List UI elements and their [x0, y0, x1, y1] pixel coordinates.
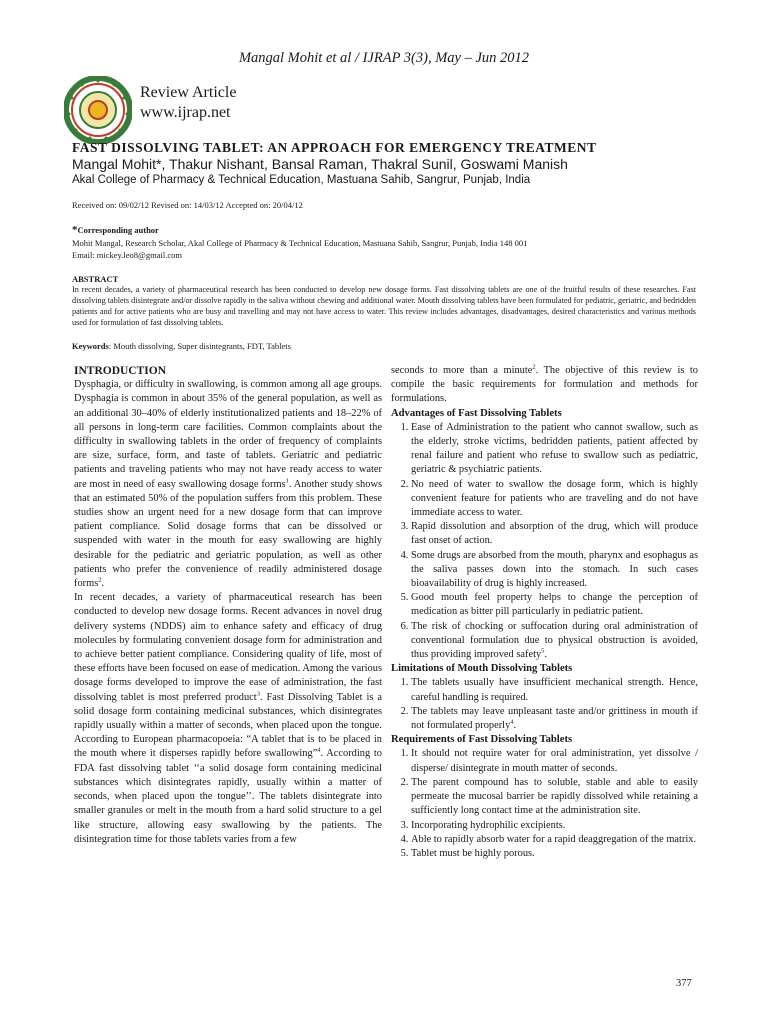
list-item: 4. Some drugs are absorbed from the mouth, pharynx and esophagus as the saliva passes down into the stomach. In such cases bioavailability of drug is highly increased. [411, 549, 698, 592]
intro-paragraph-2 [74, 591, 382, 847]
abstract-heading: ABSTRACT [72, 274, 119, 284]
requirements-list [391, 747, 698, 861]
text-run: . [101, 578, 105, 590]
text-run: . Another study shows that an estimated 50% of the population suffers from this problem. These studies show an urgent need for a new dosage form that can improve patient compliance. Solid dosage forms that can be dissolved or suspended with water in the mouth for easy swallowing are highly desirable for the pediatric and geriatric population, as well as other patients who prefer the convenience of readily administered dosage forms [74, 478, 382, 590]
keywords-label: Keywords [72, 341, 109, 351]
list-item: 1. It should not require water for oral administration, yet dissolve / disperse/ disintegrate in mouth matter of seconds. [411, 747, 698, 775]
list-item: 3. Rapid dissolution and absorption of the drug, which will produce fast onset of action. [411, 520, 698, 548]
advantages-heading: Advantages of Fast Dissolving Tablets [391, 407, 562, 419]
journal-seal-icon [64, 76, 132, 144]
citation: 2 [98, 576, 102, 584]
text-run: . The objective of this review is to compile the basic requirements for formulation and methods for formulations. [391, 365, 699, 405]
list-item: 2. No need of water to swallow the dosage form, which is highly convenient feature for patients who are traveling and do not have immediate access to water. [411, 478, 698, 521]
intro-paragraph-1 [74, 378, 382, 591]
text-run: . Fast Dissolving Tablet is a solid dosage form containing medicinal substances, which disintegrates rapidly usually within a matter of seconds, when placed upon the tongue. According to European pharmacopoeia: “A tablet that is to be placed in the mouth where it disperses rapidly before swallowing” [74, 691, 382, 760]
text-run: Dysphagia, or difficulty in swallowing, is common among all age groups. Dysphagia is common in about 35% of the general population, as well as an additional 30–40% of elderly institutionalized patients and 18–22% of all persons in long-term care facilities. Common complaints about the difficulty in swallowing tablets in the order of frequency of complaints are size, surface, form, and taste of tablets. Geriatric and pediatric patients and traveling patients who may not have ready access to water are most in need of easy swallowing dosage forms [74, 379, 382, 490]
journal-website[interactable]: www.ijrap.net [140, 104, 231, 121]
text-run: . [544, 649, 548, 661]
author-list: Mangal Mohit*, Thakur Nishant, Bansal Raman, Thakral Sunil, Goswami Manish [72, 156, 568, 172]
keywords-list: : Mouth dissolving, Super disintegrants, FDT, Tablets [108, 341, 291, 351]
limitations-list [391, 676, 698, 733]
corresponding-author-detail: Mohit Mangal, Research Scholar, Akal College of Pharmacy & Technical Education, Mastuana Sahib, Sangrur, Punjab, India 148 001 [72, 238, 528, 248]
keywords [72, 341, 291, 351]
citation: 1 [285, 477, 289, 485]
left-column [74, 364, 382, 847]
list-item: 5. Good mouth feel property helps to change the perception of medication as bitter pill particularly in pediatric patient. [411, 591, 698, 619]
text-run: The risk of chocking or suffocation during oral administration of conventional formulation due to physical obstruction is avoided, thus providing improved safety [411, 620, 698, 661]
article-type-label: Review Article [140, 84, 237, 101]
intro-continuation [391, 364, 698, 407]
citation: 5 [541, 647, 545, 655]
limitations-heading: Limitations of Mouth Dissolving Tablets [391, 663, 573, 675]
citation: 4 [317, 747, 321, 755]
text-run: In recent decades, a variety of pharmaceutical research has been conducted to develop new dosage forms. Recent advances in novel drug delivery systems (NDDS) aim to enhance safety and efficacy of drug molecules by formulating convenient dosage form for administration and to achieve better patient compliance. Considering quality of life, most of these efforts have been focused on ease of medication. Among the various dosage forms developed to improve the ease of administration, the fast dissolving tablet is most preferred product [74, 592, 382, 703]
citation: 2 [532, 363, 536, 371]
list-item [411, 620, 698, 663]
list-item: 2. The parent compound has to soluble, stable and able to easily permeate the mucosal barrier be rapidly dissolved while retaining a sufficiently long contact time at the administration site. [411, 776, 698, 819]
list-item: 1. Ease of Administration to the patient who cannot swallow, such as the elderly, stroke victims, bedridden patients, patient affected by renal failure and patient who refuse to swallow such as pediatric, geriatric & psychiatric patients. [411, 421, 698, 478]
text-run: . [513, 720, 517, 732]
article-title: FAST DISSOLVING TABLET: AN APPROACH FOR EMERGENCY TREATMENT [72, 140, 597, 155]
list-item: 4. Able to rapidly absorb water for a rapid deaggregation of the matrix. [411, 833, 698, 847]
affiliation: Akal College of Pharmacy & Technical Education, Mastuana Sahib, Sangrur, Punjab, India [72, 174, 531, 186]
list-item: 5. Tablet must be highly porous. [411, 847, 698, 861]
page-number: 377 [676, 978, 692, 989]
introduction-heading: INTRODUCTION [74, 365, 167, 377]
corresponding-author-email[interactable]: Email: mickey.leo8@gmail.com [72, 250, 182, 260]
citation: 4 [510, 718, 514, 726]
corresponding-author-heading [72, 224, 159, 236]
asterisk: * [72, 224, 78, 236]
list-item [411, 705, 698, 733]
submission-dates: Received on: 09/02/12 Revised on: 14/03/12 Accepted on: 20/04/12 [72, 200, 303, 210]
abstract-body: In recent decades, a variety of pharmaceutical research has been conducted to develop new dosage forms. Fast dissolving tablets are one of the fruitful results of these researches. Fast dissolving tablets disintegrate and/or dissolve rapidly in the saliva without chewing and additional water. Mouth dissolving tablets have been formulated for pediatric, geriatric, and bedridden patients and for active patients who are busy and travelling and may not have access to water. This review includes advantages, disadvantages, desired characteristics and various methods used for formulation of fast dissolving tablets. [72, 285, 696, 327]
citation: 3 [256, 690, 260, 698]
text-run: seconds to more than a minute [391, 365, 533, 376]
advantages-list [391, 421, 698, 662]
text-run: The tablets may leave unpleasant taste and/or grittiness in mouth if not formulated properly [411, 705, 698, 732]
requirements-heading: Requirements of Fast Dissolving Tablets [391, 734, 573, 746]
right-column [391, 364, 698, 861]
list-item: 1. The tablets usually have insufficient mechanical strength. Hence, careful handling is required. [411, 676, 698, 704]
text-run: . According to FDA fast dissolving tablet ‘‘a solid dosage form containing medicinal substances which disintegrates rapidly, usually within a matter of seconds, when placed upon the tongue’’. The tablets disintegrate into smaller granules or melt in the mouth from a hard solid structure to a gel like structure, allowing easy swallowing by the patients. The disintegration time for those tablets varies from a few [74, 748, 382, 845]
list-item: 3. Incorporating hydrophilic excipients. [411, 819, 698, 833]
corresponding-author-label: Corresponding author [77, 225, 159, 235]
journal-running-header: Mangal Mohit et al / IJRAP 3(3), May – Jun 2012 [238, 50, 530, 66]
